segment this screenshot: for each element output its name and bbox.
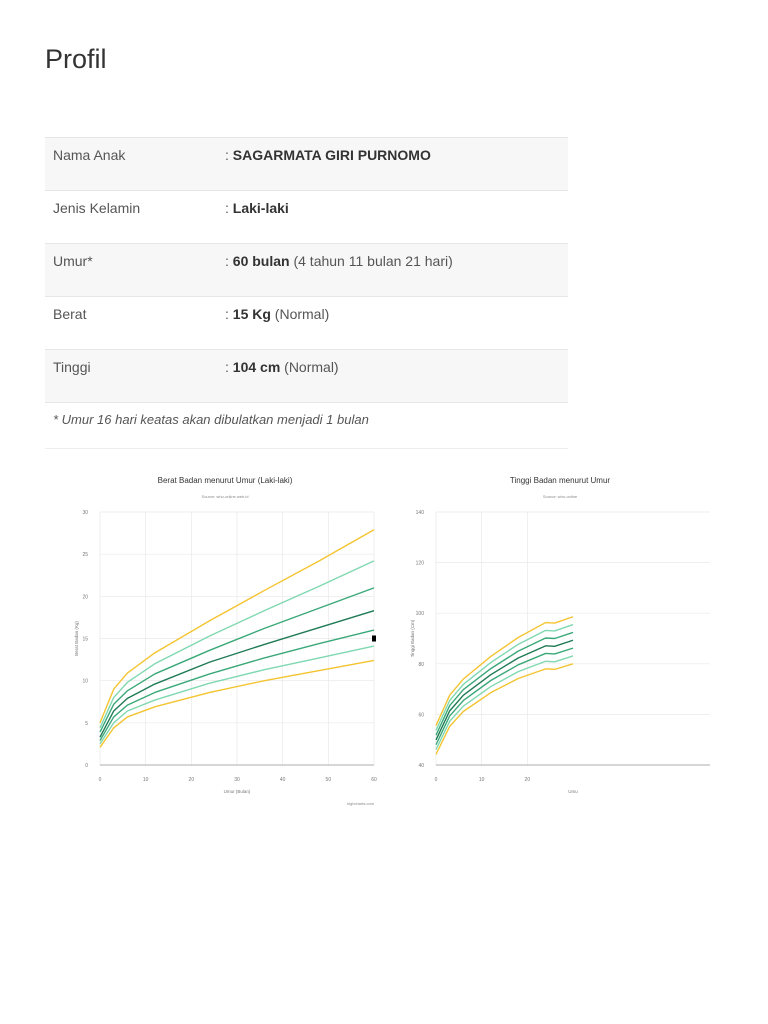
y-axis-label: Tinggi Badan (Cm) bbox=[410, 619, 415, 658]
profile-row-weight bbox=[45, 297, 568, 350]
profile-table bbox=[45, 137, 568, 403]
row-value bbox=[225, 306, 329, 322]
y-tick-label: 30 bbox=[82, 510, 88, 516]
growth-charts bbox=[60, 460, 611, 820]
chart-subtitle: Source: who-online.web.id bbox=[201, 494, 249, 499]
value-prefix: : bbox=[225, 359, 233, 375]
profile-row-gender bbox=[45, 191, 568, 244]
value-prefix: : bbox=[225, 306, 233, 322]
x-tick-label: 0 bbox=[434, 777, 438, 783]
age-rounding-note: * Umur 16 hari keatas akan dibulatkan menjadi 1 bulan bbox=[53, 412, 369, 427]
child-data-point bbox=[372, 636, 376, 642]
row-label: Jenis Kelamin bbox=[53, 200, 141, 216]
row-value bbox=[225, 359, 339, 375]
y-tick-label: 5 bbox=[85, 720, 88, 727]
x-tick-label: 60 bbox=[371, 777, 377, 783]
y-tick-label: 15 bbox=[82, 636, 88, 643]
y-axis-label: Berat Badan (Kg) bbox=[74, 621, 79, 656]
profile-row-age bbox=[45, 244, 568, 297]
y-tick-label: 40 bbox=[418, 763, 424, 769]
page-title: Profil bbox=[45, 44, 107, 74]
y-tick-label: 100 bbox=[415, 611, 424, 618]
chart-title: Tinggi Badan menurut Umur bbox=[509, 476, 611, 485]
x-tick-label: 20 bbox=[524, 777, 531, 783]
y-tick-label: 20 bbox=[82, 594, 88, 601]
series-line-4 bbox=[436, 640, 573, 740]
chart-title: Berat Badan menurut Umur (Laki-laki) bbox=[157, 476, 293, 485]
x-tick-label: 30 bbox=[234, 777, 240, 783]
x-tick-label: 0 bbox=[98, 777, 102, 783]
value-bold: Laki-laki bbox=[232, 200, 289, 216]
profile-row-height bbox=[45, 350, 568, 403]
x-tick-label: 50 bbox=[325, 777, 332, 783]
weight-for-age-chart bbox=[60, 460, 390, 820]
y-tick-label: 0 bbox=[85, 763, 88, 769]
x-tick-label: 10 bbox=[478, 777, 485, 783]
x-axis-label: Umur (Bulan) bbox=[223, 789, 251, 794]
chart-watermark: highcharts.com bbox=[346, 801, 374, 806]
x-tick-label: 40 bbox=[279, 777, 286, 783]
profile-row-name bbox=[45, 138, 568, 191]
y-tick-label: 60 bbox=[418, 712, 424, 719]
y-tick-label: 10 bbox=[82, 678, 88, 685]
row-label: Nama Anak bbox=[53, 147, 126, 163]
height-for-age-chart bbox=[400, 460, 611, 820]
value-rest: (Normal) bbox=[270, 306, 330, 322]
value-rest: (4 tahun 11 bulan 21 hari) bbox=[289, 253, 453, 269]
divider bbox=[45, 448, 568, 449]
x-tick-label: 10 bbox=[142, 777, 149, 783]
value-bold: 104 cm bbox=[232, 359, 281, 375]
value-prefix: : bbox=[225, 147, 233, 163]
value-bold: SAGARMATA GIRI PURNOMO bbox=[232, 147, 431, 163]
value-bold: 15 Kg bbox=[232, 306, 271, 322]
chart-subtitle: Source: who-online bbox=[542, 494, 578, 499]
y-tick-label: 140 bbox=[415, 510, 424, 516]
row-label: Tinggi bbox=[53, 359, 91, 375]
row-value bbox=[225, 253, 453, 269]
x-tick-label: 20 bbox=[188, 777, 195, 783]
row-value bbox=[225, 147, 431, 163]
row-label: Umur* bbox=[53, 253, 93, 269]
value-prefix: : bbox=[225, 200, 233, 216]
y-tick-label: 80 bbox=[418, 661, 424, 668]
y-tick-label: 120 bbox=[415, 560, 424, 567]
series-line-3 bbox=[436, 648, 573, 745]
y-tick-label: 25 bbox=[82, 552, 88, 559]
x-axis-label: Umu bbox=[568, 789, 578, 794]
value-rest: (Normal) bbox=[280, 359, 339, 375]
row-label: Berat bbox=[53, 306, 87, 322]
value-prefix: : bbox=[225, 253, 233, 269]
row-value bbox=[225, 200, 289, 216]
value-bold: 60 bulan bbox=[232, 253, 290, 269]
